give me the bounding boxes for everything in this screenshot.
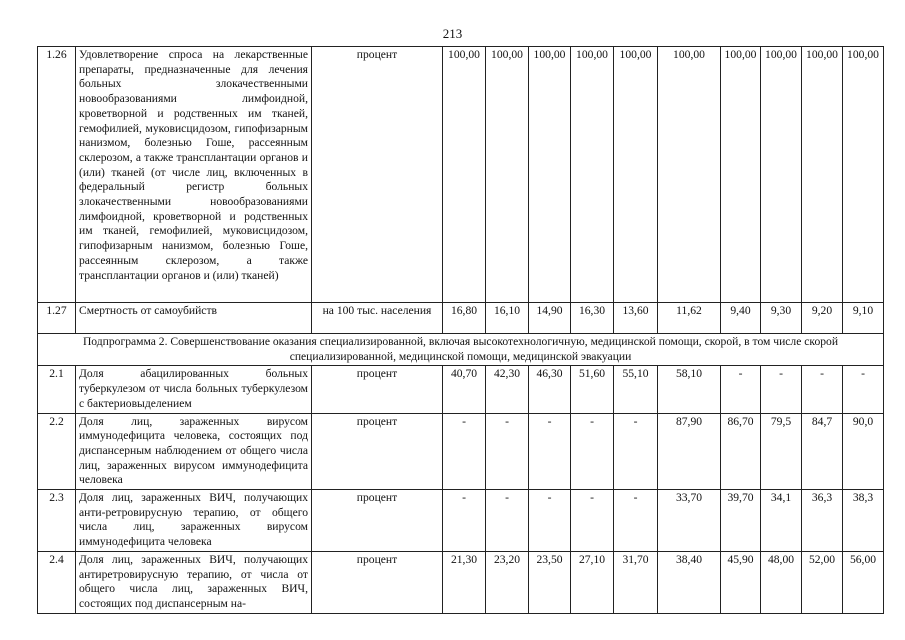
value-cell: 16,80	[443, 303, 486, 334]
value-cell: 56,00	[843, 551, 884, 613]
value-cell: -	[571, 490, 614, 552]
value-cell: 21,30	[443, 551, 486, 613]
row-number: 2.1	[38, 366, 76, 413]
table-row	[38, 413, 884, 490]
value-cell: 100,00	[571, 47, 614, 303]
value-cell: 16,10	[486, 303, 529, 334]
value-cell: 42,30	[486, 366, 529, 413]
value-cell: -	[529, 490, 571, 552]
value-cell: 48,00	[761, 551, 802, 613]
value-cell: 100,00	[529, 47, 571, 303]
value-cell: 9,40	[721, 303, 761, 334]
table-row	[38, 490, 884, 552]
value-cell: -	[614, 413, 658, 490]
value-cell: 9,30	[761, 303, 802, 334]
value-cell: 100,00	[486, 47, 529, 303]
value-cell: 100,00	[802, 47, 843, 303]
row-number: 2.3	[38, 490, 76, 552]
value-cell: 55,10	[614, 366, 658, 413]
value-cell: -	[571, 413, 614, 490]
value-cell: 79,5	[761, 413, 802, 490]
value-cell: 23,50	[529, 551, 571, 613]
indicator-description: Доля лиц, зараженных ВИЧ, получающих анти-ретровирусную терапию, от общего числа лиц, зараженных вирусом иммунодефицита человека	[76, 490, 312, 552]
value-cell: 46,30	[529, 366, 571, 413]
value-cell: 51,60	[571, 366, 614, 413]
unit-of-measure: на 100 тыс. населения	[312, 303, 443, 334]
indicator-description: Доля лиц, зараженных ВИЧ, получающих антиретровирусную терапию, от числа от общего числа лиц, зараженных ВИЧ, состоящих под диспансерным на-	[76, 551, 312, 613]
value-cell: -	[486, 490, 529, 552]
indicator-description: Доля абацилированных больных туберкулезом от числа больных туберкулезом с бактериовыделением	[76, 366, 312, 413]
row-number: 2.4	[38, 551, 76, 613]
value-cell: 34,1	[761, 490, 802, 552]
value-cell: -	[843, 366, 884, 413]
value-cell: 13,60	[614, 303, 658, 334]
value-cell: 38,3	[843, 490, 884, 552]
row-number: 1.26	[38, 47, 76, 303]
value-cell: 100,00	[761, 47, 802, 303]
value-cell: -	[529, 413, 571, 490]
page-number: 213	[442, 26, 463, 41]
indicator-description: Удовлетворение спроса на лекарственные препараты, предназначенные для лечения больных злокачественными новообразованиями лимфоидной, кроветворной и родственных им тканей, гемофилией, муковисцидозом, гипофизарным нанизмом, болезнью Гоше, рассеянным склерозом, а также трансплантации органов и (или) тканей (от числе лиц, включенных в федеральный регистр больных злокачественными новообразованиями лимфоидной, кроветворной и родственных им тканей, гемофилией, муковисцидозом, гипофизарным нанизмом, болезнью Гоше, рассеянным склерозом, а также трансплантации органов и (или) тканей)	[76, 47, 312, 303]
value-cell: -	[443, 490, 486, 552]
unit-of-measure: процент	[312, 366, 443, 413]
value-cell: 16,30	[571, 303, 614, 334]
value-cell: 11,62	[658, 303, 721, 334]
unit-of-measure: процент	[312, 551, 443, 613]
value-cell: 100,00	[843, 47, 884, 303]
row-number: 2.2	[38, 413, 76, 490]
unit-of-measure: процент	[312, 47, 443, 303]
value-cell: -	[486, 413, 529, 490]
value-cell: -	[802, 366, 843, 413]
value-cell: 39,70	[721, 490, 761, 552]
unit-of-measure: процент	[312, 413, 443, 490]
value-cell: 33,70	[658, 490, 721, 552]
table-row	[38, 303, 884, 334]
value-cell: 58,10	[658, 366, 721, 413]
value-cell: -	[614, 490, 658, 552]
value-cell: 23,20	[486, 551, 529, 613]
value-cell: 36,3	[802, 490, 843, 552]
subprogram-row	[38, 334, 884, 366]
value-cell: 9,10	[843, 303, 884, 334]
indicators-table	[37, 46, 884, 614]
value-cell: -	[443, 413, 486, 490]
indicator-description: Доля лиц, зараженных вирусом иммунодефицита человека, состоящих под диспансерным наблюдением от общего числа лиц, зараженных вирусом иммунодефицита человека	[76, 413, 312, 490]
value-cell: 100,00	[443, 47, 486, 303]
value-cell: -	[761, 366, 802, 413]
indicator-description: Смертность от самоубийств	[76, 303, 312, 334]
value-cell: 9,20	[802, 303, 843, 334]
value-cell: 31,70	[614, 551, 658, 613]
value-cell: 100,00	[721, 47, 761, 303]
table-row	[38, 47, 884, 303]
value-cell: -	[721, 366, 761, 413]
value-cell: 40,70	[443, 366, 486, 413]
value-cell: 38,40	[658, 551, 721, 613]
value-cell: 14,90	[529, 303, 571, 334]
subprogram-heading: Подпрограмма 2. Совершенствование оказания специализированной, включая высокотехнологичную, медицинской помощи, скорой, в том числе скорой специализированной, медицинской помощи, медицинской эвакуации	[38, 334, 884, 366]
value-cell: 27,10	[571, 551, 614, 613]
value-cell: 52,00	[802, 551, 843, 613]
table-row	[38, 551, 884, 613]
value-cell: 100,00	[614, 47, 658, 303]
value-cell: 87,90	[658, 413, 721, 490]
value-cell: 86,70	[721, 413, 761, 490]
value-cell: 84,7	[802, 413, 843, 490]
table-row	[38, 366, 884, 413]
value-cell: 100,00	[658, 47, 721, 303]
unit-of-measure: процент	[312, 490, 443, 552]
value-cell: 45,90	[721, 551, 761, 613]
value-cell: 90,0	[843, 413, 884, 490]
row-number: 1.27	[38, 303, 76, 334]
